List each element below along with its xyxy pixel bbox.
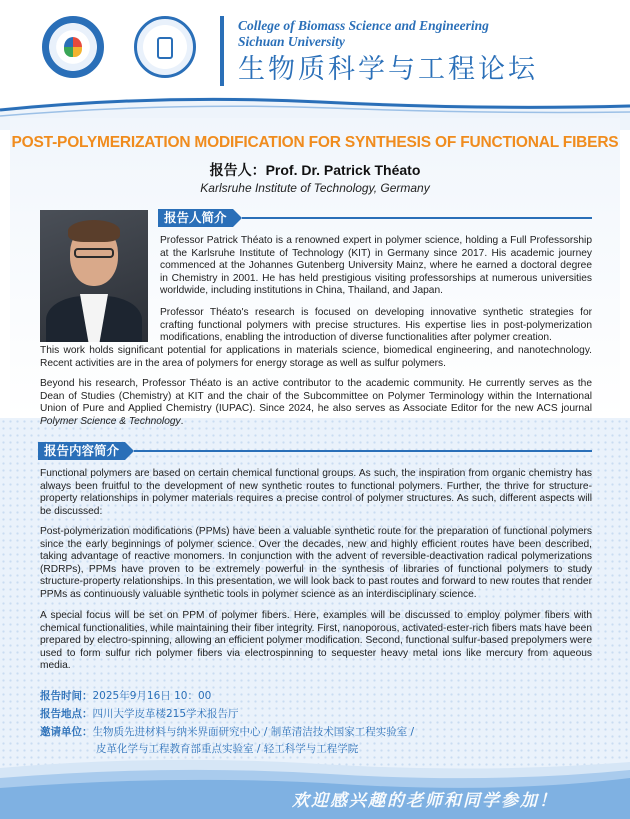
abstract-heading-label: 报告内容简介 [38, 442, 125, 460]
university-logo [42, 16, 104, 78]
bio-paragraph-1: Professor Patrick Théato is a renowned expert in polymer science, holding a Full Professorship at the Karlsruhe Institute of Technology (KIT) in Germany since 2017. His academic journey commenced at the Johannes Gutenberg University Mainz, where he earned a doctoral degree in Chemistry in 2001. He has held prestigious visiting professorships at numerous universities worldwide, including institutions in China, Thailand, and Japan. [160, 235, 592, 297]
bio-paragraph-2a: Professor Théato's research is focused on developing innovative synthetic strategies for crafting functional polymers with precise structures. His expertise lies in post-polymerization modifications, enabling the introduction of diverse functionalities after polymer creation. [160, 307, 592, 344]
speaker-photo [40, 210, 148, 342]
speaker-name: 报告人：Prof. Dr. Patrick Théato [209, 162, 421, 178]
forum-title: 生物质科学与工程论坛 [238, 54, 538, 85]
college-name-line1: College of Biomass Science and Engineering [238, 18, 489, 33]
bio-paragraph-3 [40, 378, 592, 428]
abstract-heading [38, 442, 592, 460]
abstract-paragraph-2: Post-polymerization modifications (PPMs) have been a valuable synthetic route for the preparation of functional polymers since the early beginnings of polymer science. Over the decades, new and highly efficient routes have been described, taking advantage of reactive monomers. In conjunction with the advent of reversible-deactivation radical polymerizations (RDRPs), PPMs have proven to be extremely powerful in the synthesis of libraries of functional polymers to study structure-property relationships. In this presentation, we will look back to past routes and forward to new routes that render PPMs as continuously valuable synthetic tools in polymer science as an interdisciplinary science. [40, 526, 592, 600]
info-place [40, 707, 239, 721]
time-value: 2025年9月16日 10：00 [92, 690, 212, 702]
journal-name: Polymer Science & Technology [40, 415, 181, 427]
bio-paragraph-2b: This work holds significant potential for applications in materials science, biomedical engineering, and nanotechnology. Recent activities are in the area of polymers for energy storage as well as sulfur polymers. [40, 345, 592, 369]
org-label: 邀请单位： [40, 726, 93, 738]
college-name [238, 18, 489, 50]
college-name-line2: Sichuan University [238, 34, 345, 49]
place-value: 四川大学皮革楼215学术报告厅 [92, 708, 239, 720]
college-logo [134, 16, 196, 78]
abstract-paragraph-1: Functional polymers are based on certain chemical functional groups. As such, the inspiration from organic chemistry has always been fruitful to the development of new synthetic routes to functional polymers. Further, the thrive for structure-property relationships in polymer materials requires a precise control of polymer structures. As such, different aspects will be discussed: [40, 468, 592, 517]
photo-glasses [74, 248, 114, 258]
place-label: 报告地点： [40, 708, 93, 720]
arrow-right-icon [125, 442, 134, 460]
welcome-text: 欢迎感兴趣的老师和同学参加！ [292, 791, 558, 811]
bio-paragraph-3-main: Beyond his research, Professor Théato is an active contributor to the academic community. He currently serves as the Dean of Studies (Chemistry) at KIT and the chair of the Subcommittee on Polymer Terminology within the International Union of Pure and Applied Chemistry (IUPAC). Since 2024, he also serves as Associate Editor for the new ACS journal [40, 378, 592, 415]
abstract-heading-line [134, 450, 592, 452]
talk-title: POST-POLYMERIZATION MODIFICATION FOR SYNTHESIS OF FUNCTIONAL FIBERS [11, 134, 619, 151]
header-divider [220, 16, 224, 86]
info-org [40, 725, 414, 739]
emblem-icon [64, 37, 82, 57]
bio-paragraph-3-end: . [180, 415, 184, 427]
org-line-2: 皮革化学与工程教育部重点实验室 / 轻工科学与工程学院 [96, 743, 359, 755]
speaker-affiliation: Karlsruhe Institute of Technology, Germany [200, 181, 430, 195]
arrow-right-icon [233, 209, 242, 227]
time-label: 报告时间： [40, 690, 93, 702]
bio-heading-label: 报告人简介 [158, 209, 233, 227]
bio-heading [158, 209, 592, 227]
abstract-paragraph-3: A special focus will be set on PPM of polymer fibers. Here, examples will be discussed to employ polymer fibers with chemical functionalities, while maintaining their fiber integrity. First, nanoporous, activated-ester-rich fibers mats have been prepared by electro-spinning, allowing an efficient polymer modification. Second, functional sulfur-based prepolymers were used to form sulfur rich polymer fibers via electrospinning to sequester heavy metal ions like mercury from aqueous media. [40, 610, 592, 672]
book-icon [157, 37, 173, 59]
info-time [40, 689, 211, 703]
org-line-1: 生物质先进材料与纳米界面研究中心 / 制革清洁技术国家工程实验室 / [92, 726, 415, 738]
bio-heading-line [242, 217, 592, 219]
photo-hair [68, 220, 120, 242]
